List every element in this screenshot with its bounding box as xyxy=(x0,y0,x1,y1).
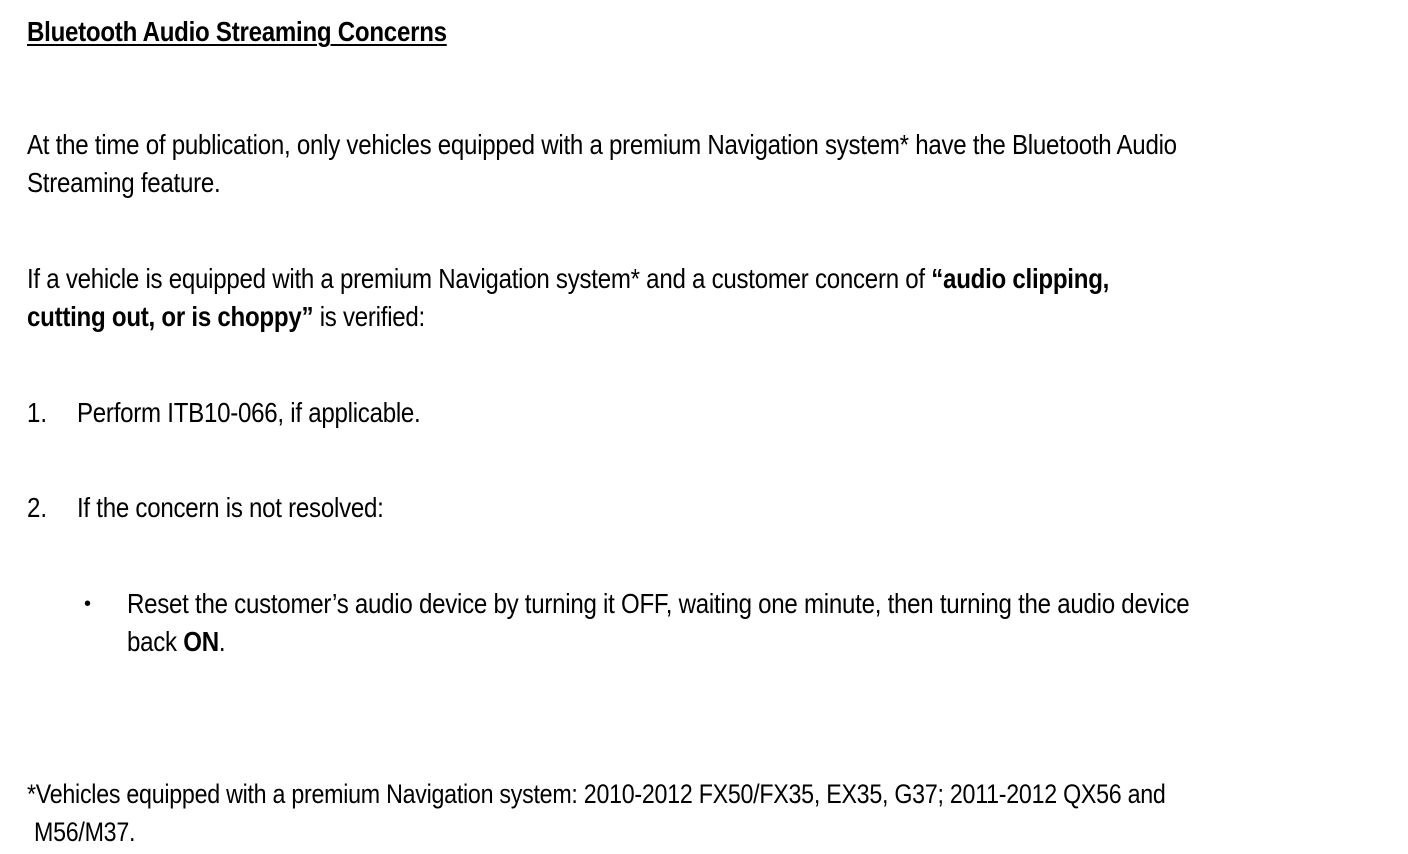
condition-line-2 xyxy=(27,298,1109,336)
intro-line-1: At the time of publication, only vehicles equipped with a premium Navigation system* have the Bluetooth Audio xyxy=(27,129,1177,160)
footnote-line-1: *Vehicles equipped with a premium Navigation system: 2010-2012 FX50/FX35, EX35, G37; 2011-2012 QX56 and xyxy=(27,779,1166,809)
condition-paragraph xyxy=(27,260,1285,336)
step-2 xyxy=(27,489,1387,527)
footnote-line-2: M56/M37. xyxy=(34,817,136,847)
condition-line-1 xyxy=(27,260,1109,298)
step-text: Perform ITB10-066, if applicable. xyxy=(77,397,421,428)
condition-text: If a vehicle is equipped with a premium Navigation system* and a customer concern of xyxy=(27,263,932,294)
document-title: Bluetooth Audio Streaming Concerns xyxy=(27,16,447,47)
bullet-item xyxy=(27,585,1387,661)
bullet-line-1: Reset the customer’s audio device by turning it OFF, waiting one minute, then turning the audio device xyxy=(127,588,1190,619)
footnote xyxy=(27,775,1351,851)
bullet-text xyxy=(127,585,1387,661)
intro-paragraph xyxy=(27,126,1364,202)
bullet-icon: • xyxy=(84,593,92,615)
step-text: If the concern is not resolved: xyxy=(77,492,384,523)
on-emphasis: ON xyxy=(183,626,219,657)
concern-quote-end: cutting out, or is choppy” xyxy=(27,301,314,332)
concern-quote-start: “audio clipping, xyxy=(931,263,1110,294)
bullet-line-2-text: back xyxy=(127,626,184,657)
bullet-line-2 xyxy=(127,623,1211,661)
step-number: 2. xyxy=(27,492,48,523)
intro-line-2: Streaming feature. xyxy=(27,167,221,198)
step-1 xyxy=(27,394,1387,432)
step-number: 1. xyxy=(27,397,48,428)
bullet-period: . xyxy=(218,626,226,657)
condition-verified-text: is verified: xyxy=(313,301,425,332)
